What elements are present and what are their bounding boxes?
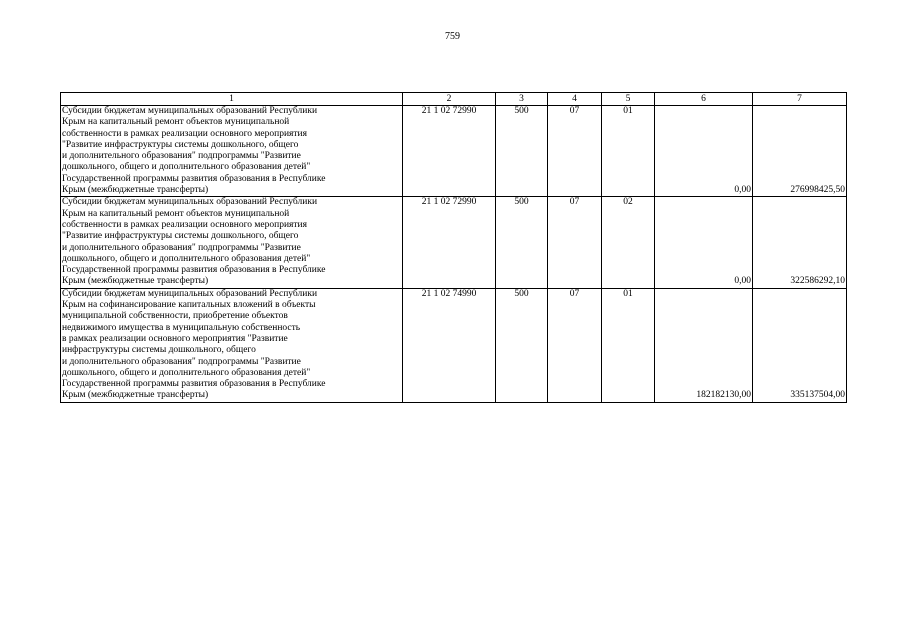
row-description: Субсидии бюджетам муниципальных образований Республики Крым на софинансирование капитальных вложений в объекты муниципальной собственности, приобретение объектов недвижимого имущества в муниципальную собственность в рамках реализации основного мероприятия "Развитие инфраструктуры системы дошкольного, общего и дополнительного образования" подпрограммы "Развитие дошкольного, общего и дополнительного образования детей" Государственной программы развития образования в Республике Крым (межбюджетные трансферты) — [61, 288, 403, 402]
table-row — [61, 197, 847, 288]
table-row — [61, 106, 847, 197]
row-subsection: 02 — [602, 197, 655, 288]
row-subsection: 01 — [602, 288, 655, 402]
table-row — [61, 288, 847, 402]
row-expense-type: 500 — [496, 106, 548, 197]
column-header-2: 2 — [403, 93, 496, 106]
row-amount-6: 182182130,00 — [655, 288, 753, 402]
row-target-code: 21 1 02 72990 — [403, 197, 496, 288]
column-header-6: 6 — [655, 93, 753, 106]
row-subsection: 01 — [602, 106, 655, 197]
row-description: Субсидии бюджетам муниципальных образований Республики Крым на капитальный ремонт объектов муниципальной собственности в рамках реализации основного мероприятия "Развитие инфраструктуры системы дошкольного, общего и дополнительного образования" подпрограммы "Развитие дошкольного, общего и дополнительного образования детей" Государственной программы развития образования в Республике Крым (межбюджетные трансферты) — [61, 106, 403, 197]
page-number: 759 — [445, 31, 460, 42]
row-target-code: 21 1 02 72990 — [403, 106, 496, 197]
row-section: 07 — [548, 288, 602, 402]
row-section: 07 — [548, 106, 602, 197]
row-amount-7: 322586292,10 — [753, 197, 847, 288]
row-amount-7: 276998425,50 — [753, 106, 847, 197]
column-header-1: 1 — [61, 93, 403, 106]
row-description: Субсидии бюджетам муниципальных образований Республики Крым на капитальный ремонт объектов муниципальной собственности в рамках реализации основного мероприятия "Развитие инфраструктуры системы дошкольного, общего и дополнительного образования" подпрограммы "Развитие дошкольного, общего и дополнительного образования детей" Государственной программы развития образования в Республике Крым (межбюджетные трансферты) — [61, 197, 403, 288]
row-amount-7: 335137504,00 — [753, 288, 847, 402]
row-amount-6: 0,00 — [655, 106, 753, 197]
row-expense-type: 500 — [496, 197, 548, 288]
budget-table — [60, 92, 847, 403]
column-header-5: 5 — [602, 93, 655, 106]
table-header-row — [61, 93, 847, 106]
column-header-3: 3 — [496, 93, 548, 106]
column-header-4: 4 — [548, 93, 602, 106]
column-header-7: 7 — [753, 93, 847, 106]
row-target-code: 21 1 02 74990 — [403, 288, 496, 402]
row-section: 07 — [548, 197, 602, 288]
row-amount-6: 0,00 — [655, 197, 753, 288]
row-expense-type: 500 — [496, 288, 548, 402]
